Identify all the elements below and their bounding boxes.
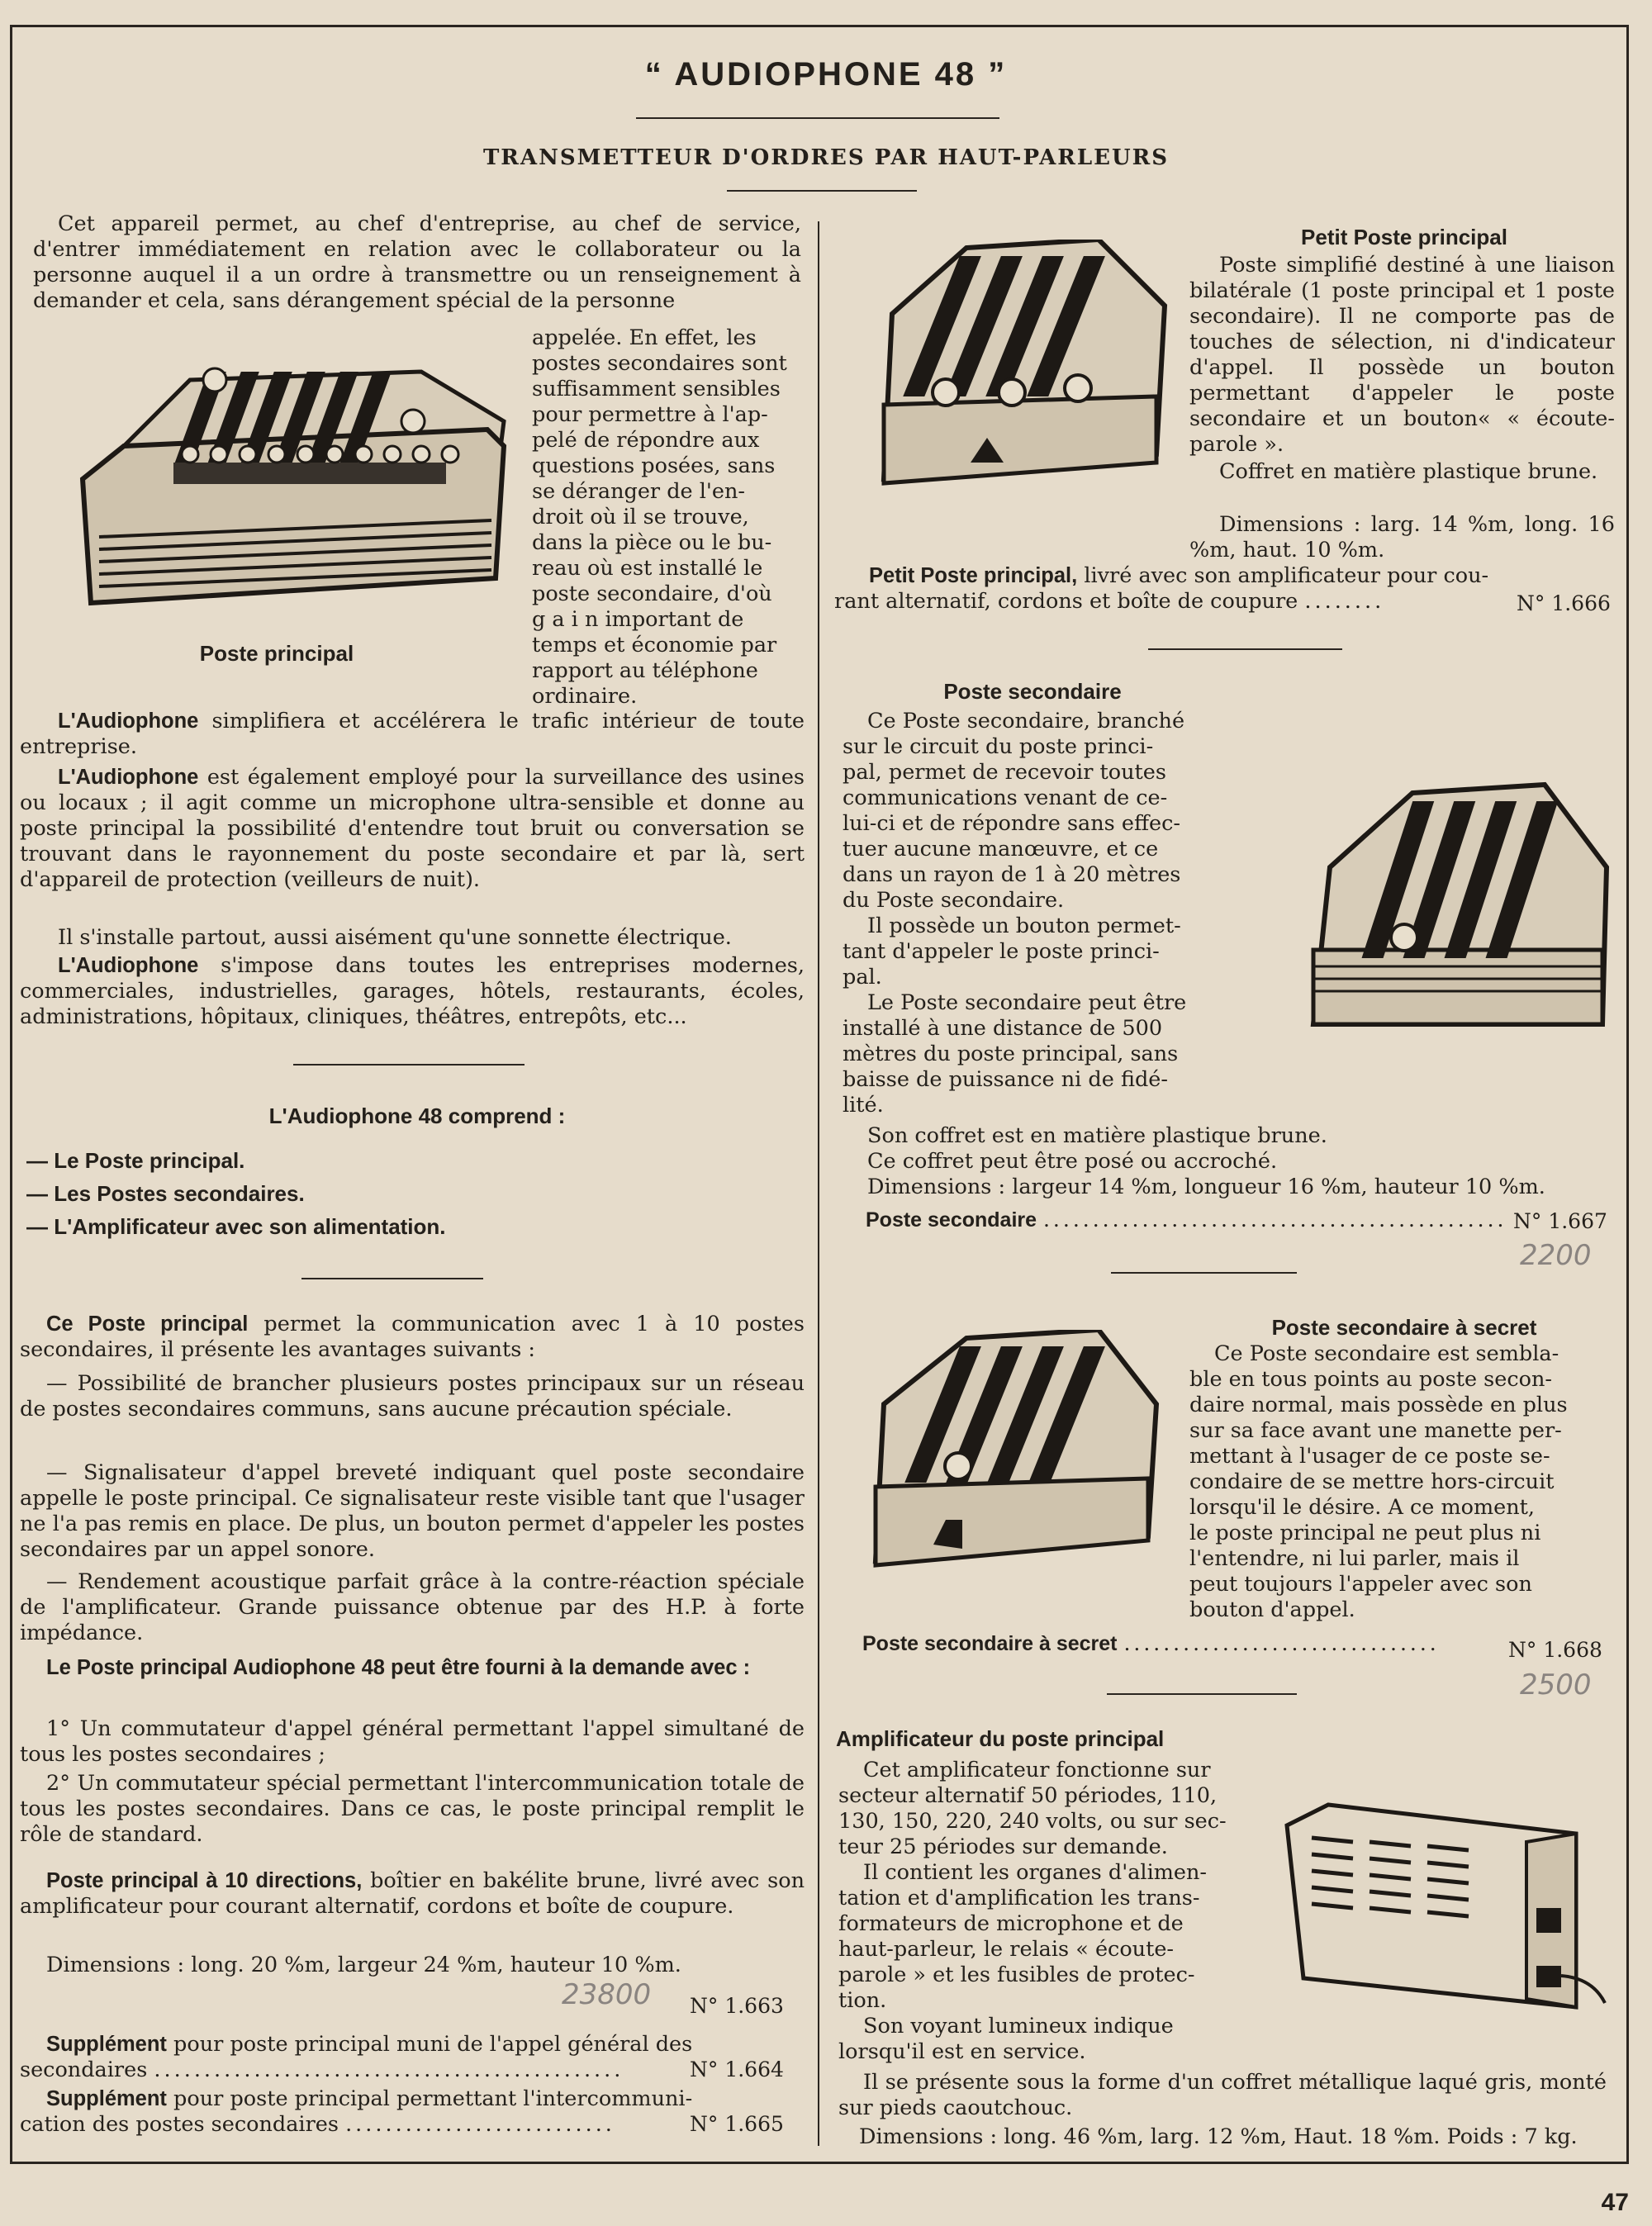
section-rule bbox=[1148, 648, 1342, 650]
paragraph-surveillance: L'Audiophone est également employé pour la surveillance des usines ou locaux ; il agit comme un microphone ultra-sensible et donne au poste principal la possibilité d'entendre tout bruit ou conversation se trouvant dans le rayonnement du poste secondaire et par là, sert d'appareil de protection (veilleurs de nuit). bbox=[20, 765, 805, 892]
poste-secondaire-dimensions: Dimensions : largeur 14 %m, longueur 16 %m, hauteur 10 %m. bbox=[867, 1175, 1545, 1199]
section-rule bbox=[1107, 1693, 1297, 1695]
amplifier-illustration bbox=[1279, 1801, 1609, 2024]
secret-station-illustration bbox=[859, 1330, 1165, 1578]
section-rule bbox=[293, 1064, 525, 1066]
intro-paragraph: Cet appareil permet, au chef d'entreprise, au chef de service, d'entrer immédiatement en relation avec le collaborateur ou la personne auquel il a un ordre à transmettre ou un renseignement à demander et cela, sans dérangement spécial de la personne bbox=[33, 211, 801, 313]
paragraph-10-directions: Poste principal à 10 directions, boîtier en bakélite brune, livré avec son amplificateur pour courant alternatif, cordons et boîte de coupure. bbox=[20, 1868, 805, 1919]
caption-poste-principal: Poste principal bbox=[199, 641, 354, 666]
intercom-main-illustration bbox=[74, 330, 512, 628]
title-rule bbox=[636, 117, 999, 119]
paragraph-commutateur-2: 2° Un commutateur spécial permettant l'intercommunication totale de tous les postes secondaires. Dans ce cas, le poste principal remplit le rôle de standard. bbox=[20, 1771, 805, 1847]
paragraph-rendement: — Rendement acoustique parfait grâce à la contre-réaction spéciale de l'amplificateur. Grande puissance obtenue par des H.P. à forte impédance. bbox=[20, 1569, 805, 1645]
petit-poste-livre: Petit Poste principal, livré avec son amplificateur pour cou- rant alternatif, cordons et boîte de coupure ........ bbox=[834, 563, 1489, 614]
paragraph-commutateur-1: 1° Un commutateur d'appel général permettant l'appel simultané de tous les postes secondaires ; bbox=[20, 1716, 805, 1767]
pencil-price-note: 2500 bbox=[1520, 1668, 1592, 1702]
poste-secret-heading: Poste secondaire à secret bbox=[1271, 1315, 1537, 1340]
page-number: 47 bbox=[1601, 2189, 1629, 2216]
ref-number: N° 1.666 bbox=[1517, 591, 1611, 615]
poste-secret-ref-line: Poste secondaire à secret ................................ bbox=[862, 1631, 1440, 1655]
petit-poste-heading: Petit Poste principal bbox=[1301, 225, 1507, 249]
section-rule bbox=[1111, 1272, 1297, 1274]
page-title: “ AUDIOPHONE 48 ” bbox=[644, 56, 1008, 93]
poste-secondaire-pose: Ce coffret peut être posé ou accroché. bbox=[867, 1149, 1278, 1174]
column-divider bbox=[818, 221, 819, 2146]
paragraph-possibilite: — Possibilité de brancher plusieurs postes principaux sur un réseau de postes secondaires communs, sans aucune précaution spéciale. bbox=[20, 1371, 805, 1422]
comprend-item: — L'Amplificateur avec son alimentation. bbox=[26, 1214, 446, 1239]
section-rule bbox=[301, 1278, 483, 1279]
petit-poste-text: Poste simplifié destiné à une liaison bilatérale (1 poste principal et 1 poste secondaire). Il ne comporte pas de touches de sélection, ni d'indicateur d'appel. Il possède un bouton permettant d'appeler le poste secondaire et un bouton« « écoute-parole ». bbox=[1189, 253, 1615, 457]
intro-column-text: appelée. En effet, les postes secondaires sont suffisamment sensibles pour permettre à l'ap- pelé de répondre aux questions posées, sans se déranger de l'en- droit où il se trouve, dans la pièce ou le bu- reau où est installé le poste secondaire, d'où g a i n important de temps et économie par rapport au téléphone ordinaire. bbox=[532, 325, 787, 709]
paragraph-signalisateur: — Signalisateur d'appel breveté indiquant quel poste secondaire appelle le poste principal. Ce signalisateur reste visible tant que l'usager ne l'a pas remis en place. De plus, un bouton permet d'appeler les postes secondaires par un appel sonore. bbox=[20, 1460, 805, 1562]
paragraph-installe: Il s'installe partout, aussi aisément qu'une sonnette électrique. bbox=[58, 925, 732, 950]
comprend-heading: L'Audiophone 48 comprend : bbox=[268, 1104, 566, 1128]
pencil-price-note: 23800 bbox=[562, 1978, 652, 2011]
amplificateur-text: Cet amplificateur fonctionne sur secteur alternatif 50 périodes, 110, 130, 150, 220, 240 volts, ou sur sec- teur 25 périodes sur demande. Il contient les organes d'alimen- tation et d'amplification les trans- formateurs de microphone et de haut-parleur, le relais « écoute- parole » et les fusibles de protec- tion. Son voyant lumineux indique lorsqu'il est en service. bbox=[838, 1758, 1227, 2064]
amplificateur-presente: Il se présente sous la forme d'un coffret métallique laqué gris, monté sur pieds caoutchouc. bbox=[838, 2070, 1607, 2120]
ref-number: N° 1.667 bbox=[1513, 1209, 1607, 1233]
comprend-item: — Le Poste principal. bbox=[26, 1148, 245, 1173]
page-subtitle: TRANSMETTEUR D'ORDRES PAR HAUT-PARLEURS bbox=[482, 145, 1170, 170]
paragraph-fourni: Le Poste principal Audiophone 48 peut être fourni à la demande avec : bbox=[46, 1656, 751, 1679]
dimensions-10-directions: Dimensions : long. 20 %m, largeur 24 %m, hauteur 10 %m. bbox=[46, 1953, 681, 1977]
amplificateur-dimensions: Dimensions : long. 46 %m, larg. 12 %m, Haut. 18 %m. Poids : 7 kg. bbox=[859, 2124, 1578, 2149]
ref-number: N° 1.665 bbox=[690, 2112, 784, 2136]
ref-number: N° 1.663 bbox=[690, 1994, 784, 2018]
pencil-price-note: 2200 bbox=[1520, 1239, 1592, 1272]
poste-secondaire-text: Ce Poste secondaire, branché sur le circuit du poste princi- pal, permet de recevoir toutes communications venant de ce- lui-ci et de répondre sans effec- tuer aucune manœuvre, et ce dans un rayon de 1 à 20 mètres du Poste secondaire. Il possède un bouton permet- tant d'appeler le poste princi- pal. Le Poste secondaire peut être installé à une distance de 500 mètres du poste principal, sans baisse de puissance ni de fidé- lité. bbox=[843, 709, 1187, 1118]
small-main-station-illustration bbox=[867, 240, 1181, 504]
amplificateur-heading: Amplificateur du poste principal bbox=[836, 1726, 1165, 1751]
poste-secondaire-coffret: Son coffret est en matière plastique brune. bbox=[867, 1123, 1327, 1148]
supplement-intercommunication: Supplément pour poste principal permettant l'intercommuni- cation des postes secondaires ........................... bbox=[20, 2086, 693, 2137]
poste-secondaire-heading: Poste secondaire bbox=[943, 679, 1122, 704]
paragraph-simplifiera: L'Audiophone simplifiera et accélérera le trafic intérieur de toute entreprise. bbox=[20, 709, 805, 759]
petit-poste-coffret: Coffret en matière plastique brune. bbox=[1219, 459, 1598, 484]
paragraph-impose: L'Audiophone s'impose dans toutes les entreprises modernes, commerciales, industrielles, garages, hôtels, restaurants, écoles, administrations, hôpitaux, cliniques, théâtres, entrepôts, etc... bbox=[20, 953, 805, 1029]
petit-poste-dimensions: Dimensions : larg. 14 %m, long. 16 %m, haut. 10 %m. bbox=[1189, 512, 1615, 562]
poste-secret-text: Ce Poste secondaire est sembla- ble en tous points au poste secon- daire normal, mais possède en plus sur sa face avant une manette per- mettant à l'usager de ce poste se- condaire de se mettre hors-circuit lorsqu'il le désire. A ce moment, le poste principal ne peut plus ni l'entendre, ni lui parler, mais il peut toujours l'appeler avec son bouton d'appel. bbox=[1189, 1341, 1568, 1622]
paragraph-ce-poste: Ce Poste principal permet la communication avec 1 à 10 postes secondaires, il présente les avantages suivants : bbox=[20, 1312, 805, 1362]
ref-number: N° 1.664 bbox=[690, 2058, 784, 2081]
subtitle-rule bbox=[727, 190, 917, 192]
comprend-item: — Les Postes secondaires. bbox=[26, 1181, 305, 1206]
secondary-station-illustration bbox=[1297, 776, 1619, 1057]
poste-secondaire-ref-line: Poste secondaire ............................................... bbox=[866, 1208, 1507, 1232]
ref-number: N° 1.668 bbox=[1508, 1638, 1602, 1662]
supplement-appel-general: Supplément pour poste principal muni de l'appel général des secondaires ............................................... bbox=[20, 2032, 693, 2082]
